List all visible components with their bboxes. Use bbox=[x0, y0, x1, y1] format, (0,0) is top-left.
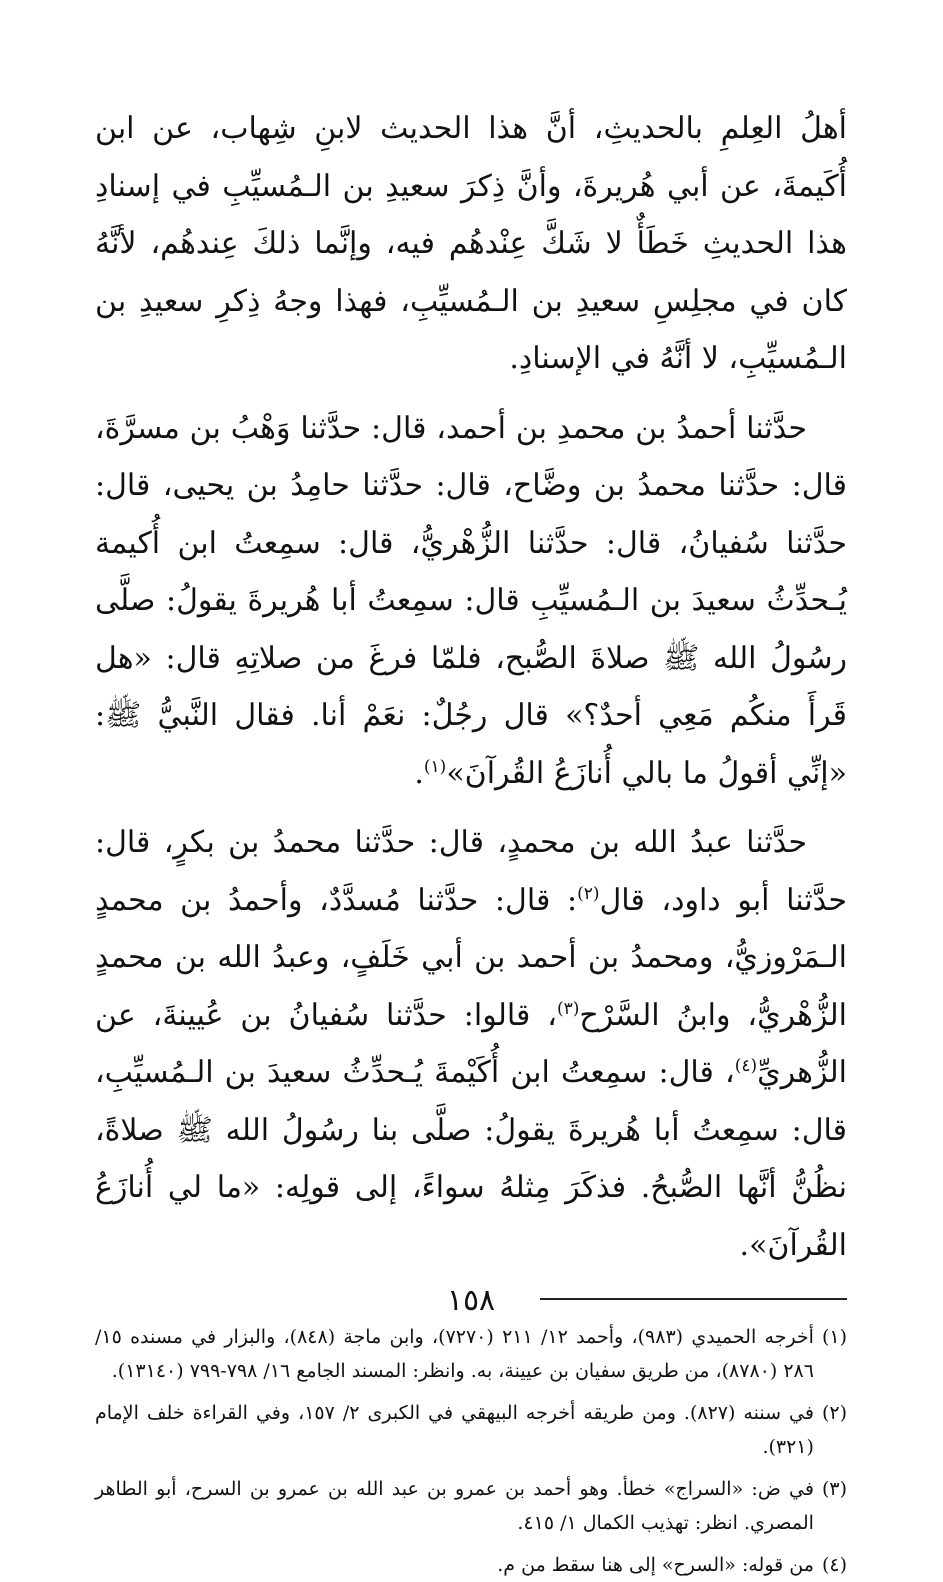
footnote-1 bbox=[95, 1320, 847, 1388]
paragraph-3 bbox=[95, 814, 847, 1274]
paragraph-3-part-1: حدَّثنا عبدُ الله بن محمدٍ، قال: حدَّثنا محمدُ بن بكرٍ، قال: حدَّثنا أبو داود، قال bbox=[95, 825, 847, 918]
footnote-ref-2: (٢) bbox=[577, 883, 600, 904]
footnote-number: (٣) bbox=[821, 1478, 847, 1500]
footnote-text: في ض: «السراج» خطأ. وهو أحمد بن عمرو بن عبد الله بن عمرو بن السرح، أبو الطاهر المصري. انظر: تهذيب الكمال ١/ ٤١٥. bbox=[95, 1478, 814, 1534]
footnote-2 bbox=[95, 1396, 847, 1464]
footnotes bbox=[95, 1320, 847, 1582]
paragraph-3-part-4: ، قال: سمِعتُ ابن أُكَيْمةَ يُـحدِّثُ سعيدَ بن الـمُسيِّبِ، قال: سمِعتُ أبا هُريرةَ يقولُ: صلَّى بنا رسُولُ الله ﷺ صلاةً، نظُنُّ أنَّها الصُّبحُ. فذكَرَ مِثلهُ سواءً، إلى قولِه: «ما لي أُنازَعُ القُرآنَ». bbox=[95, 1055, 847, 1263]
paragraph-3-part-2: : قال: حدَّثنا مُسدَّدٌ، وأحمدُ بن محمدٍ الـمَرْوزيُّ، ومحمدُ بن أحمد بن أبي خَلَفٍ، وعبدُ الله بن محمدٍ الزُّهْريُّ، وابنُ السَّرْح bbox=[95, 882, 847, 1033]
paragraph-2 bbox=[95, 400, 847, 803]
footnote-4 bbox=[95, 1548, 847, 1582]
footnote-ref-3: (٣) bbox=[556, 998, 580, 1019]
main-text bbox=[95, 100, 847, 1274]
footnote-number: (٤) bbox=[821, 1554, 847, 1576]
footnote-3 bbox=[95, 1472, 847, 1540]
footnote-number: (٢) bbox=[821, 1402, 847, 1424]
footnote-text: أخرجه الحميدي (٩٨٣)، وأحمد ١٢/ ٢١١ (٧٢٧٠)، وابن ماجة (٨٤٨)، والبزار في مسنده ١٥/ ٢٨٦ (٨٧٨٠)، من طريق سفيان بن عيينة، به. وانظر: المسند الجامع ١٦/ ٧٩٨-٧٩٩ (١٣١٤٠). bbox=[95, 1326, 814, 1382]
paragraph-1 bbox=[95, 100, 847, 388]
document-page bbox=[95, 100, 848, 1576]
page-number: ١٥٨ bbox=[446, 1283, 496, 1318]
footnote-number: (١) bbox=[821, 1326, 847, 1348]
paragraph-1-text: أهلُ العِلمِ بالحديثِ، أنَّ هذا الحديث لابنِ شِهاب، عن ابن أُكَيمةَ، عن أبي هُريرةَ، وأنَّ ذِكرَ سعيدِ بن الـمُسيِّبِ في إسنادِ هذا الحديثِ خَطَأٌ لا شَكَّ عِنْدهُم فيه، وإنَّما ذلكَ عِندهُم، لأنَّهُ كان في مجلِسِ سعيدِ بن الـمُسيِّبِ، فهذا وجهُ ذِكرِ سعيدِ بن الـمُسيِّبِ، لا أنَّهُ في الإسنادِ. bbox=[95, 111, 848, 376]
paragraph-2-end: . bbox=[414, 755, 424, 791]
footnote-ref-4: (٤) bbox=[734, 1056, 758, 1076]
footnote-ref-1: (١) bbox=[423, 756, 447, 777]
paragraph-2-text: حدَّثنا أحمدُ بن محمدِ بن أحمد، قال: حدَّثنا وَهْبُ بن مسرَّةَ، قال: حدَّثنا محمدُ بن وضَّاح، قال: حدَّثنا حامِدُ بن يحيى، قال: حدَّثنا سُفيانُ، قال: حدَّثنا الزُّهْريُّ، قال: سمِعتُ ابن أُكيمة يُـحدِّثُ سعيدَ بن الـمُسيِّبِ قال: سمِعتُ أبا هُريرةَ يقولُ: صلَّى رسُولُ الله ﷺ صلاةَ الصُّبح، فلمّا فرغَ من صلاتِهِ قال: «هل قَرأَ منكُم مَعِي أحدٌ؟» قال رجُلٌ: نعَمْ أنا. فقال النَّبيُّ ﷺ: «إنِّي أقولُ ما بالي أُنازَعُ القُرآنَ» bbox=[95, 410, 847, 791]
footnote-text: من قوله: «السرح» إلى هنا سقط من م. bbox=[497, 1554, 814, 1576]
paragraph-3-part-3: ، قالوا: حدَّثنا سُفيانُ بن عُيينةَ، عن الزُّهريِّ bbox=[95, 997, 847, 1090]
footnote-text: في سننه (٨٢٧). ومن طريقه أخرجه البيهقي في الكبرى ٢/ ١٥٧، وفي القراءة خلف الإمام (٣٢١). bbox=[95, 1402, 814, 1458]
